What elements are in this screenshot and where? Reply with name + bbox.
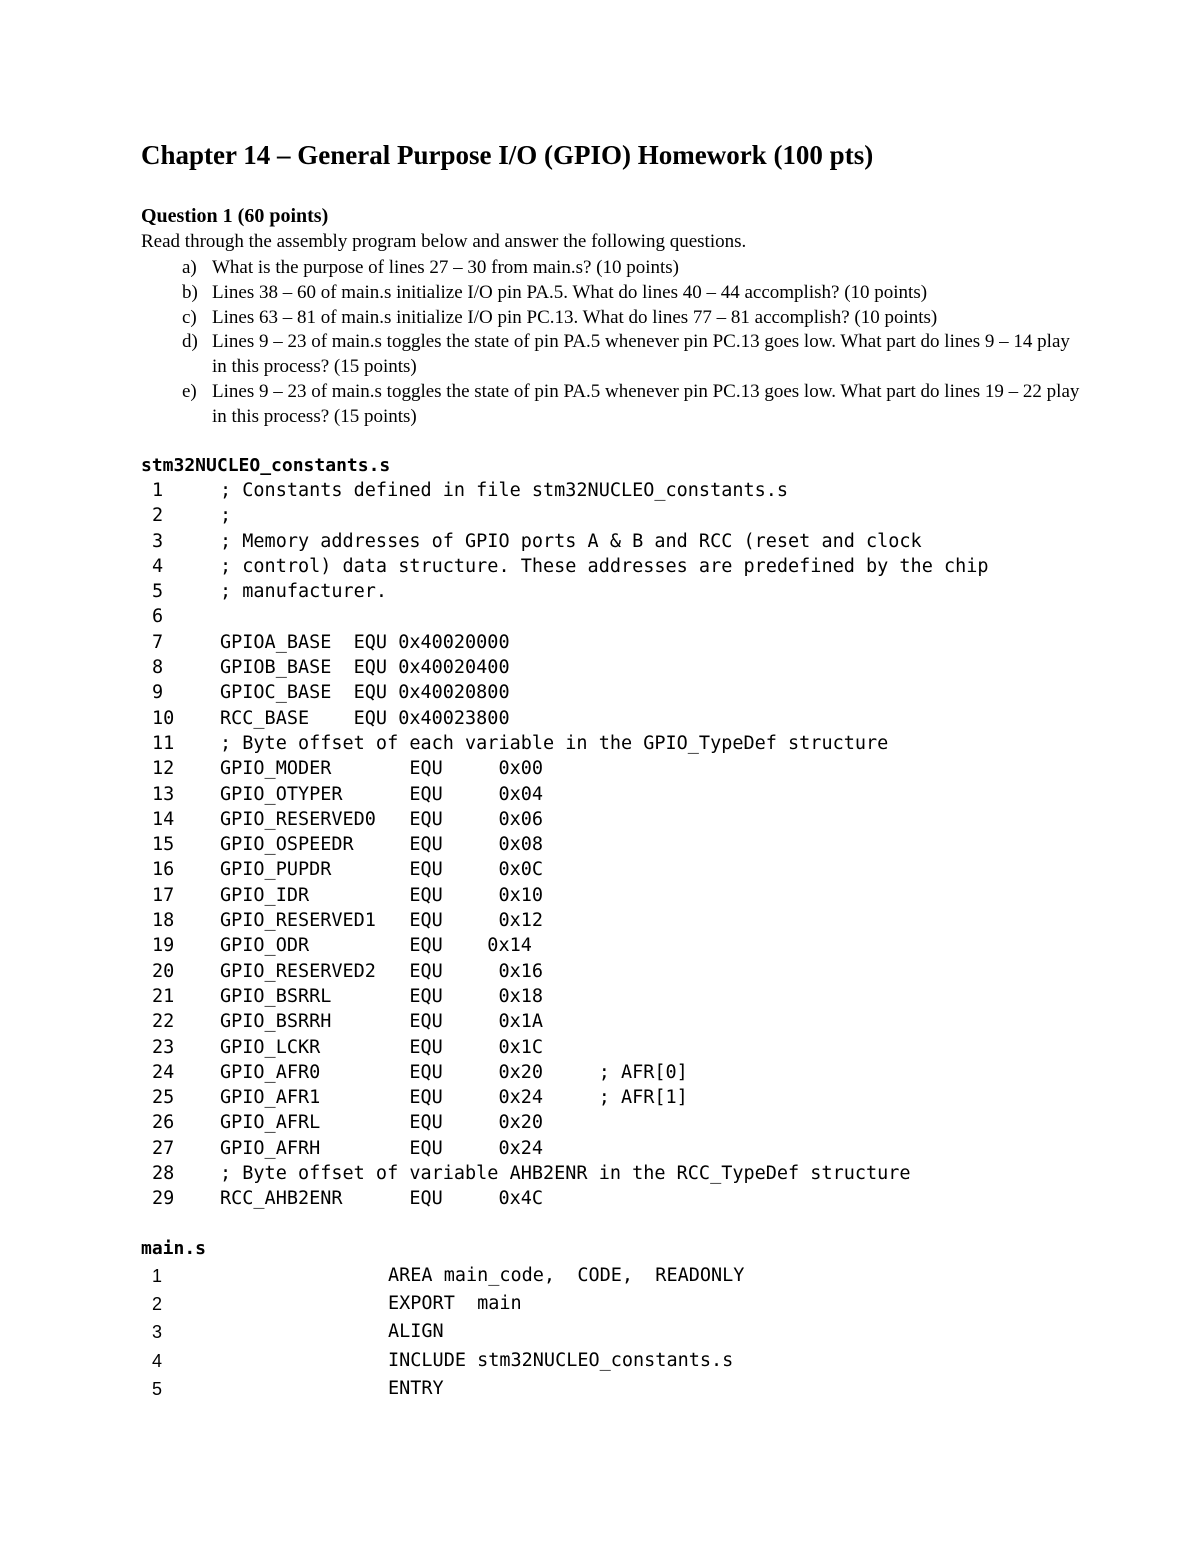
line-number: 23	[152, 1036, 175, 1058]
code-text: GPIO_MODER EQU 0x00	[220, 758, 544, 780]
code-text: GPIO_OSPEEDR EQU 0x08	[220, 834, 544, 856]
line-number: 11	[152, 732, 175, 754]
code-text: ; manufacturer.	[220, 581, 388, 603]
main-file-heading: main.s	[141, 1238, 207, 1259]
question-item-text: What is the purpose of lines 27 – 30 from main.s? (10 points)	[212, 257, 680, 278]
question-item	[141, 281, 1081, 306]
code-text: ;	[220, 505, 232, 527]
code-text: GPIO_AFR1 EQU 0x24 ; AFR[1]	[220, 1087, 688, 1109]
code-text: RCC_AHB2ENR EQU 0x4C	[220, 1188, 544, 1210]
line-number: 16	[152, 859, 175, 881]
line-number: 20	[152, 960, 175, 982]
code-text: ; Constants defined in file stm32NUCLEO_constants.s	[220, 480, 789, 501]
line-number: 25	[152, 1087, 175, 1109]
code-text: ; control) data structure. These addresses are predefined by the chip	[220, 555, 989, 577]
line-number: 19	[152, 935, 175, 957]
line-number: 3	[152, 530, 164, 552]
code-text: GPIO_AFR0 EQU 0x20 ; AFR[0]	[220, 1061, 688, 1083]
code-text: GPIO_AFRL EQU 0x20	[220, 1112, 544, 1134]
line-number: 29	[152, 1188, 175, 1210]
line-number: 4	[152, 1350, 163, 1371]
line-number: 15	[152, 834, 175, 856]
code-text: AREA main_code, CODE, READONLY	[388, 1265, 745, 1286]
question-item-letter: d)	[182, 331, 198, 353]
line-number: 12	[152, 758, 175, 780]
question-intro: Read through the assembly program below and answer the following questions.	[141, 231, 747, 252]
line-number: 1	[152, 480, 164, 501]
question-item-letter: e)	[182, 380, 197, 402]
question-item-text: Lines 9 – 23 of main.s toggles the state of pin PA.5 whenever pin PC.13 goes low. What part do lines 9 – 14 play in this process? (15 points)	[212, 331, 1070, 378]
line-number: 22	[152, 1011, 175, 1033]
code-text: GPIO_RESERVED0 EQU 0x06	[220, 808, 544, 830]
code-text: GPIO_OTYPER EQU 0x04	[220, 783, 544, 805]
code-text: ENTRY	[388, 1377, 444, 1399]
code-text: GPIO_IDR EQU 0x10	[220, 884, 544, 906]
code-text: GPIO_AFRH EQU 0x24	[220, 1137, 544, 1159]
code-text: ; Byte offset of variable AHB2ENR in the RCC_TypeDef structure	[220, 1163, 911, 1185]
code-text: EXPORT main	[388, 1293, 522, 1315]
question-item-letter: b)	[182, 281, 198, 303]
question-heading: Question 1 (60 points)	[141, 205, 329, 227]
line-number: 24	[152, 1061, 175, 1083]
code-text: GPIO_RESERVED2 EQU 0x16	[220, 960, 544, 982]
code-text: GPIO_BSRRL EQU 0x18	[220, 985, 544, 1007]
code-text: ALIGN	[388, 1321, 444, 1343]
code-text: GPIO_LCKR EQU 0x1C	[220, 1036, 544, 1058]
code-text: GPIO_PUPDR EQU 0x0C	[220, 859, 544, 881]
question-item-letter: c)	[182, 306, 197, 328]
constants-file-heading: stm32NUCLEO_constants.s	[141, 455, 391, 476]
question-list	[141, 256, 1081, 430]
code-text: GPIO_ODR EQU 0x14	[220, 935, 532, 957]
question-item-letter: a)	[182, 257, 197, 278]
code-text: GPIO_RESERVED1 EQU 0x12	[220, 910, 544, 932]
line-number: 5	[152, 1378, 163, 1399]
question-item	[141, 330, 1081, 380]
line-number: 27	[152, 1137, 175, 1159]
line-number: 5	[152, 581, 164, 603]
question-item	[141, 380, 1081, 430]
line-number: 2	[152, 505, 164, 527]
question-item	[141, 256, 1081, 281]
line-number: 9	[152, 682, 164, 704]
line-number: 13	[152, 783, 175, 805]
question-item-text: Lines 63 – 81 of main.s initialize I/O pin PC.13. What do lines 77 – 81 accomplish? (10 points)	[212, 306, 938, 328]
line-number: 7	[152, 631, 164, 653]
line-number: 21	[152, 985, 175, 1007]
code-text: GPIOA_BASE EQU 0x40020000	[220, 631, 510, 653]
line-number: 2	[152, 1294, 163, 1315]
line-number: 18	[152, 910, 175, 932]
document-title: Chapter 14 – General Purpose I/O (GPIO) Homework (100 pts)	[141, 140, 874, 170]
question-item	[141, 306, 1081, 331]
code-text: GPIOC_BASE EQU 0x40020800	[220, 682, 510, 704]
line-number: 3	[152, 1322, 163, 1343]
line-number: 6	[152, 606, 164, 628]
line-number: 26	[152, 1112, 175, 1134]
line-number: 28	[152, 1163, 175, 1185]
code-text: GPIO_BSRRH EQU 0x1A	[220, 1011, 544, 1033]
line-number: 1	[152, 1266, 163, 1286]
code-text: ; Memory addresses of GPIO ports A & B and RCC (reset and clock	[220, 530, 922, 552]
line-number: 10	[152, 707, 175, 729]
line-number: 4	[152, 555, 164, 577]
question-item-text: Lines 9 – 23 of main.s toggles the state of pin PA.5 whenever pin PC.13 goes low. What part do lines 19 – 22 play in this process? (15 points)	[212, 380, 1080, 427]
line-number: 8	[152, 657, 164, 679]
line-number: 14	[152, 808, 175, 830]
code-text: ; Byte offset of each variable in the GPIO_TypeDef structure	[220, 732, 889, 754]
code-text: GPIOB_BASE EQU 0x40020400	[220, 657, 510, 679]
line-number: 17	[152, 884, 175, 906]
question-item-text: Lines 38 – 60 of main.s initialize I/O pin PA.5. What do lines 40 – 44 accomplish? (10 points)	[212, 281, 928, 303]
code-text: RCC_BASE EQU 0x40023800	[220, 707, 510, 729]
code-text: INCLUDE stm32NUCLEO_constants.s	[388, 1349, 734, 1371]
